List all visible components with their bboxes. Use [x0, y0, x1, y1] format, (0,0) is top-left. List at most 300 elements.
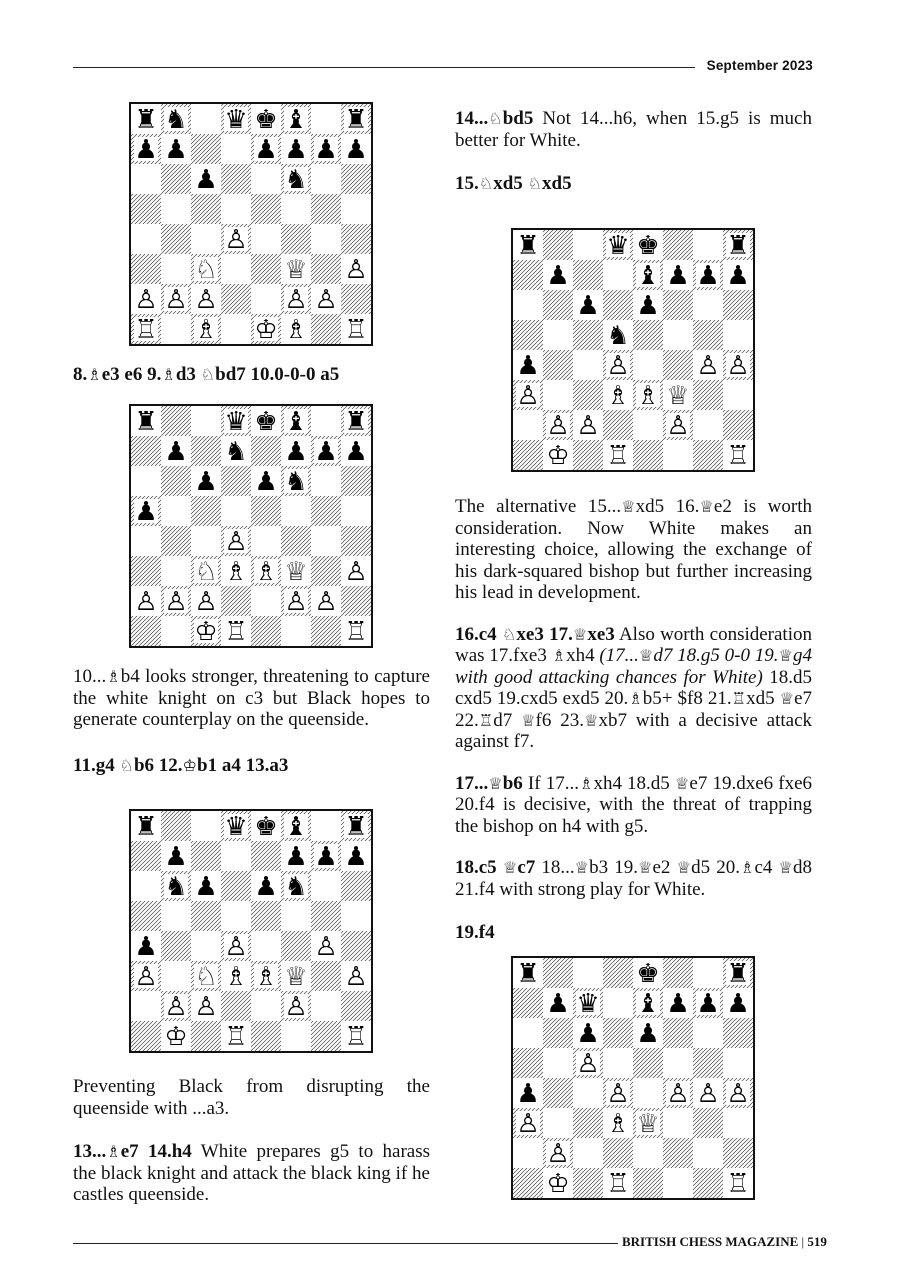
dark-square [573, 440, 603, 470]
chess-figurine-icon: ♘ [527, 174, 543, 193]
dark-square [191, 1021, 221, 1051]
text-run: 13... [73, 1141, 107, 1162]
dark-square [573, 380, 603, 410]
white-bishop-icon: ♗ [606, 381, 630, 411]
chess-figurine-icon: ♗ [551, 646, 567, 665]
dark-square [543, 1078, 573, 1108]
white-pawn-icon: ♙ [696, 351, 720, 381]
dark-square [311, 556, 341, 586]
dark-square [633, 1168, 663, 1198]
black-pawn-icon: ♟ [636, 1019, 660, 1049]
dark-square [341, 284, 371, 314]
black-knight-icon: ♞ [284, 872, 308, 902]
white-pawn-icon: ♙ [516, 1109, 540, 1139]
black-king-icon: ♚ [254, 407, 278, 437]
black-knight-icon: ♞ [606, 321, 630, 351]
black-king-icon: ♚ [636, 231, 660, 261]
text-run: b5+ $f8 21. [642, 688, 732, 709]
white-pawn-icon: ♙ [164, 992, 188, 1022]
page-number: 519 [807, 1234, 827, 1249]
chess-figurine-icon: ♔ [182, 755, 197, 775]
chess-figurine-icon: ♗ [106, 667, 121, 686]
dark-square [251, 254, 281, 284]
issue-date: September 2023 [706, 58, 813, 73]
text-run: bd5 [502, 108, 534, 129]
black-rook-icon: ♜ [516, 231, 540, 261]
white-pawn-icon: ♙ [134, 285, 158, 315]
chess-figurine-icon: ♕ [583, 710, 599, 730]
white-pawn-icon: ♙ [666, 411, 690, 441]
board-svg [513, 958, 753, 1198]
dark-square [693, 440, 723, 470]
text-run: xd5 16. [635, 496, 700, 517]
dark-square [341, 466, 371, 496]
left-text-block-1 [73, 666, 430, 796]
dark-square [251, 1021, 281, 1051]
black-pawn-icon: ♟ [696, 261, 720, 291]
white-rook-icon: ♖ [606, 1169, 630, 1198]
text-run: (17... [599, 645, 639, 666]
text-run: 15. [455, 173, 479, 194]
black-rook-icon: ♜ [344, 105, 368, 135]
dark-square [633, 440, 663, 470]
white-pawn-icon: ♙ [164, 285, 188, 315]
black-pawn-icon: ♟ [344, 135, 368, 165]
text-run: xe3 [587, 623, 615, 645]
text-run: xh4 18.d5 [593, 772, 675, 794]
black-pawn-icon: ♟ [576, 1019, 600, 1049]
text-run: d7 18.g5 0-0 19. [653, 645, 779, 666]
dark-square [251, 616, 281, 646]
black-pawn-icon: ♟ [254, 872, 278, 902]
dark-square [513, 320, 543, 350]
commentary-18 [455, 857, 812, 900]
dark-square [693, 1048, 723, 1078]
chess-figurine-icon: ♕ [778, 858, 793, 877]
black-queen-icon: ♛ [224, 812, 248, 842]
black-king-icon: ♚ [254, 812, 278, 842]
dark-square [251, 496, 281, 526]
dark-square [693, 320, 723, 350]
text-run: xe3 17. [516, 623, 573, 645]
dark-square [341, 164, 371, 194]
dark-square [161, 406, 191, 436]
dark-square [131, 436, 161, 466]
chess-diagram-1 [129, 102, 373, 346]
white-pawn-icon: ♙ [314, 932, 338, 962]
black-pawn-icon: ♟ [576, 291, 600, 321]
text-run: d7 [493, 709, 522, 731]
header-rule [73, 67, 695, 68]
chess-figurine-icon: ♕ [676, 858, 692, 877]
chess-figurine-icon: ♕ [638, 646, 654, 665]
white-king-icon: ♔ [546, 1169, 570, 1198]
dark-square [693, 380, 723, 410]
right-text-block-2 [455, 496, 812, 964]
text-run: 17... [455, 772, 489, 794]
black-bishop-icon: ♝ [284, 812, 308, 842]
dark-square [221, 466, 251, 496]
dark-square [341, 586, 371, 616]
white-king-icon: ♔ [254, 315, 278, 344]
dark-square [221, 991, 251, 1021]
chess-figurine-icon: ♗ [87, 365, 102, 384]
text-run: 18... [535, 857, 575, 878]
text-run: e7 14.h4 [120, 1141, 192, 1162]
black-pawn-icon: ♟ [284, 842, 308, 872]
dark-square [131, 901, 161, 931]
dark-square [161, 164, 191, 194]
chess-figurine-icon: ♕ [521, 710, 536, 730]
white-bishop-icon: ♗ [606, 1109, 630, 1139]
dark-square [191, 194, 221, 224]
board-svg [131, 811, 371, 1051]
black-rook-icon: ♜ [134, 105, 158, 135]
dark-square [251, 841, 281, 871]
white-pawn-icon: ♙ [194, 992, 218, 1022]
commentary-16 [455, 624, 812, 753]
commentary-15-alt [455, 496, 812, 604]
left-text-block-2 [73, 1076, 430, 1226]
black-pawn-icon: ♟ [284, 437, 308, 467]
black-pawn-icon: ♟ [696, 989, 720, 1019]
black-queen-icon: ♛ [606, 231, 630, 261]
chess-figurine-icon: ♗ [106, 1142, 121, 1161]
white-pawn-icon: ♙ [164, 587, 188, 617]
black-rook-icon: ♜ [344, 407, 368, 437]
dark-square [663, 1018, 693, 1048]
white-pawn-icon: ♙ [194, 587, 218, 617]
text-run: xd5 [493, 173, 528, 194]
dark-square [633, 320, 663, 350]
move-heading-15 [455, 173, 812, 195]
white-pawn-icon: ♙ [576, 1049, 600, 1079]
white-rook-icon: ♖ [344, 315, 368, 344]
dark-square [161, 811, 191, 841]
text-run: Also worth consideration was 17.fxe3 [455, 623, 812, 666]
dark-square [603, 1018, 633, 1048]
white-rook-icon: ♖ [344, 1022, 368, 1051]
black-knight-icon: ♞ [164, 872, 188, 902]
black-queen-icon: ♛ [224, 105, 248, 135]
dark-square [311, 1021, 341, 1051]
white-bishop-icon: ♗ [284, 315, 308, 344]
black-bishop-icon: ♝ [636, 989, 660, 1019]
dark-square [341, 931, 371, 961]
chess-diagram-3 [129, 809, 373, 1053]
dark-square [543, 230, 573, 260]
commentary-13a3 [73, 1076, 430, 1119]
black-pawn-icon: ♟ [636, 291, 660, 321]
text-run: e7 19.dxe6 fxe6 20.f4 is decisive, with the threat of trapping the bishop on h4 with g5. [455, 772, 813, 837]
dark-square [663, 230, 693, 260]
text-run: xd5 [746, 688, 780, 709]
text-run: d3 [175, 364, 201, 385]
text-run: b6 [502, 772, 523, 794]
dark-square [341, 871, 371, 901]
black-bishop-icon: ♝ [284, 105, 308, 135]
dark-square [221, 871, 251, 901]
text-run: c4 [754, 857, 779, 878]
dark-square [281, 224, 311, 254]
black-rook-icon: ♜ [344, 812, 368, 842]
black-bishop-icon: ♝ [284, 407, 308, 437]
black-pawn-icon: ♟ [344, 437, 368, 467]
dark-square [341, 526, 371, 556]
dark-square [221, 164, 251, 194]
white-rook-icon: ♖ [344, 617, 368, 646]
chess-figurine-icon: ♗ [578, 773, 594, 793]
commentary-13: 13...♗e7 14.h4 White prepares g5 to harass the black knight and attack the black king if he castles queenside. [73, 1141, 430, 1205]
text-run: g4 with good attacking chances for White) [455, 645, 813, 688]
white-king-icon: ♔ [546, 441, 570, 470]
black-pawn-icon: ♟ [546, 261, 570, 291]
white-bishop-icon: ♗ [224, 962, 248, 992]
text-run: 10... [73, 666, 107, 687]
board-svg [131, 104, 371, 344]
chess-figurine-icon: ♘ [478, 174, 494, 193]
white-pawn-icon: ♙ [224, 225, 248, 255]
dark-square [663, 350, 693, 380]
black-pawn-icon: ♟ [164, 842, 188, 872]
board-svg [131, 406, 371, 646]
black-pawn-icon: ♟ [194, 165, 218, 195]
chess-figurine-icon: ♘ [119, 755, 134, 775]
black-pawn-icon: ♟ [284, 135, 308, 165]
black-king-icon: ♚ [254, 105, 278, 135]
text-run: e7 22. [455, 688, 812, 731]
chess-figurine-icon: ♕ [699, 497, 714, 516]
white-pawn-icon: ♙ [696, 1079, 720, 1109]
white-knight-icon: ♘ [194, 255, 218, 285]
white-pawn-icon: ♙ [224, 932, 248, 962]
white-pawn-icon: ♙ [344, 962, 368, 992]
dark-square [161, 526, 191, 556]
white-pawn-icon: ♙ [284, 587, 308, 617]
dark-square [281, 526, 311, 556]
black-pawn-icon: ♟ [666, 989, 690, 1019]
white-rook-icon: ♖ [726, 441, 750, 470]
dark-square [573, 260, 603, 290]
chess-figurine-icon: ♕ [488, 773, 503, 793]
white-rook-icon: ♖ [606, 441, 630, 470]
white-king-icon: ♔ [164, 1022, 188, 1051]
black-knight-icon: ♞ [164, 105, 188, 135]
dark-square [311, 314, 341, 344]
dark-square [341, 991, 371, 1021]
text-run: e2 is worth consideration. Now White makes an interesting choice, allowing the exchange of his dark-squared bishop but further increasing his lead in development. [455, 496, 813, 603]
chess-figurine-icon: ♕ [621, 497, 636, 516]
white-knight-icon: ♘ [194, 962, 218, 992]
white-pawn-icon: ♙ [194, 285, 218, 315]
black-knight-icon: ♞ [284, 165, 308, 195]
white-pawn-icon: ♙ [726, 351, 750, 381]
dark-square [543, 290, 573, 320]
left-heading-1-block [73, 364, 430, 406]
black-pawn-icon: ♟ [516, 351, 540, 381]
chess-diagram-5 [511, 956, 755, 1200]
black-pawn-icon: ♟ [134, 497, 158, 527]
dark-square [281, 931, 311, 961]
dark-square [311, 254, 341, 284]
text-run: 11.g4 [73, 754, 120, 776]
dark-square [191, 901, 221, 931]
white-pawn-icon: ♙ [606, 1079, 630, 1109]
white-pawn-icon: ♙ [284, 992, 308, 1022]
dark-square [513, 260, 543, 290]
white-pawn-icon: ♙ [516, 381, 540, 411]
right-text-block-1 [455, 108, 812, 215]
chess-figurine-icon: ♘ [488, 109, 503, 128]
white-bishop-icon: ♗ [254, 557, 278, 587]
text-run: d8 21.f4 with strong play for White. [455, 857, 812, 900]
dark-square [663, 1138, 693, 1168]
page-footer [622, 1234, 827, 1250]
black-pawn-icon: ♟ [726, 989, 750, 1019]
chess-figurine-icon: ♕ [502, 858, 518, 877]
dark-square [513, 988, 543, 1018]
text-run: xd5 [542, 173, 572, 194]
white-rook-icon: ♖ [134, 315, 158, 344]
white-pawn-icon: ♙ [576, 411, 600, 441]
text-run: b1 a4 13.a3 [197, 754, 289, 776]
black-pawn-icon: ♟ [314, 437, 338, 467]
dark-square [221, 586, 251, 616]
text-run: e2 [652, 857, 677, 878]
black-rook-icon: ♜ [516, 959, 540, 989]
commentary-17 [455, 773, 812, 838]
chess-figurine-icon: ♗ [161, 365, 176, 384]
white-pawn-icon: ♙ [224, 527, 248, 557]
text-run: 18.d5 cxd5 19.cxd5 exd5 20. [455, 666, 812, 709]
dark-square [251, 436, 281, 466]
text-run: xb7 with a decisive attack against f7. [455, 709, 813, 752]
dark-square [573, 1108, 603, 1138]
white-queen-icon: ♕ [284, 255, 308, 285]
white-rook-icon: ♖ [224, 1022, 248, 1051]
white-pawn-icon: ♙ [726, 1079, 750, 1109]
dark-square [543, 1018, 573, 1048]
footer-separator: | [798, 1234, 808, 1249]
dark-square [221, 284, 251, 314]
black-pawn-icon: ♟ [194, 872, 218, 902]
dark-square [191, 841, 221, 871]
text-run: f6 23. [535, 709, 584, 731]
chess-figurine-icon: ♕ [778, 646, 794, 665]
dark-square [723, 290, 753, 320]
dark-square [513, 1048, 543, 1078]
chess-figurine-icon: ♕ [674, 773, 690, 793]
white-pawn-icon: ♙ [546, 1139, 570, 1169]
text-run: b6 12. [133, 754, 183, 776]
dark-square [311, 961, 341, 991]
dark-square [603, 1138, 633, 1168]
black-pawn-icon: ♟ [134, 932, 158, 962]
black-pawn-icon: ♟ [344, 842, 368, 872]
white-pawn-icon: ♙ [284, 285, 308, 315]
move-heading-8 [73, 364, 430, 386]
black-pawn-icon: ♟ [314, 135, 338, 165]
chess-figurine-icon: ♕ [779, 689, 795, 708]
text-run: 16.c4 [455, 623, 502, 645]
white-pawn-icon: ♙ [546, 411, 570, 441]
chess-figurine-icon: ♕ [574, 858, 590, 877]
move-heading-11 [73, 755, 430, 777]
black-king-icon: ♚ [636, 959, 660, 989]
move-heading-19 [455, 922, 812, 944]
black-pawn-icon: ♟ [254, 467, 278, 497]
black-pawn-icon: ♟ [546, 989, 570, 1019]
dark-square [573, 320, 603, 350]
dark-square [573, 1168, 603, 1198]
text-run: 19.f4 [455, 922, 495, 943]
black-rook-icon: ♜ [134, 407, 158, 437]
text-run: 8. [73, 364, 88, 385]
dark-square [693, 1108, 723, 1138]
text-run: c7 [517, 857, 536, 878]
black-pawn-icon: ♟ [194, 467, 218, 497]
dark-square [131, 254, 161, 284]
black-pawn-icon: ♟ [164, 135, 188, 165]
chess-figurine-icon: ♘ [200, 365, 216, 384]
black-pawn-icon: ♟ [254, 135, 278, 165]
black-pawn-icon: ♟ [134, 135, 158, 165]
dark-square [131, 556, 161, 586]
dark-square [251, 194, 281, 224]
dark-square [513, 1168, 543, 1198]
black-pawn-icon: ♟ [726, 261, 750, 291]
dark-square [161, 466, 191, 496]
dark-square [663, 290, 693, 320]
black-rook-icon: ♜ [726, 959, 750, 989]
white-pawn-icon: ♙ [666, 1079, 690, 1109]
dark-square [191, 134, 221, 164]
black-pawn-icon: ♟ [314, 842, 338, 872]
dark-square [723, 1018, 753, 1048]
black-pawn-icon: ♟ [164, 437, 188, 467]
chess-figurine-icon: ♖ [478, 710, 494, 730]
chess-figurine-icon: ♖ [731, 689, 747, 708]
text-run: b3 19. [589, 857, 639, 878]
white-bishop-icon: ♗ [254, 962, 278, 992]
dark-square [723, 410, 753, 440]
text-run: b4 looks stronger, threatening to capture the white knight on c3 but Black hopes to generate counterplay on the queenside. [73, 666, 430, 730]
white-rook-icon: ♖ [224, 617, 248, 646]
chess-figurine-icon: ♘ [501, 624, 517, 644]
white-pawn-icon: ♙ [134, 962, 158, 992]
dark-square [131, 841, 161, 871]
black-queen-icon: ♛ [576, 989, 600, 1019]
black-knight-icon: ♞ [284, 467, 308, 497]
dark-square [311, 496, 341, 526]
dark-square [161, 931, 191, 961]
dark-square [251, 901, 281, 931]
dark-square [311, 616, 341, 646]
white-king-icon: ♔ [194, 617, 218, 646]
white-bishop-icon: ♗ [194, 315, 218, 344]
black-rook-icon: ♜ [726, 231, 750, 261]
dark-square [603, 290, 633, 320]
dark-square [693, 1168, 723, 1198]
text-run: Preventing Black from disrupting the queenside with ...a3. [73, 1076, 430, 1119]
white-queen-icon: ♕ [284, 557, 308, 587]
chess-figurine-icon: ♗ [628, 689, 643, 708]
white-rook-icon: ♖ [726, 1169, 750, 1198]
white-bishop-icon: ♗ [224, 557, 248, 587]
dark-square [633, 1048, 663, 1078]
dark-square [341, 224, 371, 254]
commentary-14: 14...♘bd5 Not 14...h6, when 15.g5 is much better for White. [455, 108, 812, 151]
